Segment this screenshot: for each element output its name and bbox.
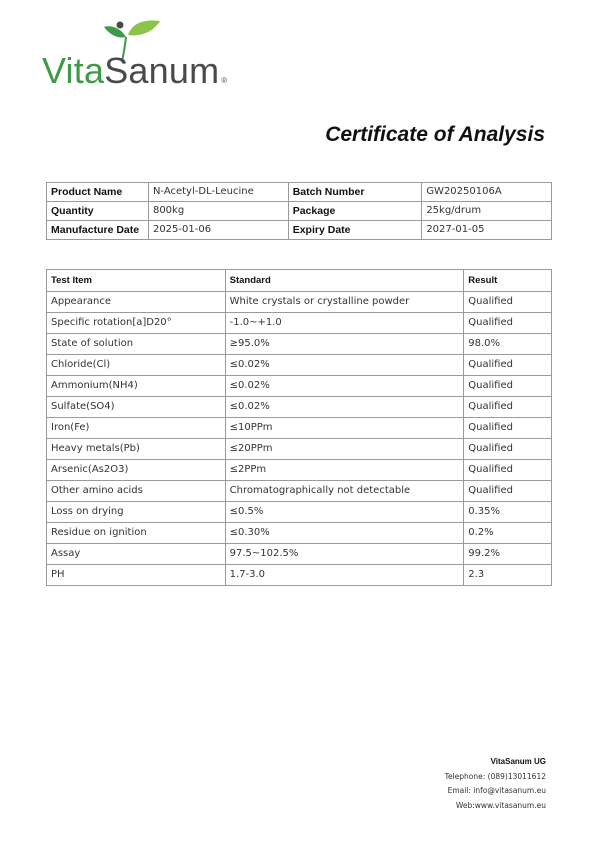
test-standard-cell: ≤2PPm bbox=[225, 460, 464, 481]
test-item-cell: Residue on ignition bbox=[47, 523, 226, 544]
footer-email: Email: info@vitasanum.eu bbox=[447, 786, 546, 795]
test-standard-cell: ≤0.02% bbox=[225, 355, 464, 376]
info-label: Batch Number bbox=[288, 183, 422, 202]
test-item-cell: Appearance bbox=[47, 292, 226, 313]
brand-logo bbox=[40, 15, 280, 91]
test-row bbox=[47, 418, 552, 439]
test-row bbox=[47, 523, 552, 544]
test-standard-cell: ≤20PPm bbox=[225, 439, 464, 460]
info-label: Package bbox=[288, 202, 422, 221]
test-standard-cell: 97.5~102.5% bbox=[225, 544, 464, 565]
test-row bbox=[47, 502, 552, 523]
product-info-row bbox=[47, 202, 552, 221]
test-result-cell: 2.3 bbox=[464, 565, 552, 586]
test-standard-cell: ≤0.02% bbox=[225, 376, 464, 397]
company-footer bbox=[445, 755, 546, 813]
product-info-row bbox=[47, 183, 552, 202]
test-item-cell: Ammonium(NH4) bbox=[47, 376, 226, 397]
test-item-cell: Chloride(Cl) bbox=[47, 355, 226, 376]
footer-company: VitaSanum UG bbox=[490, 757, 546, 766]
header-result: Result bbox=[464, 270, 552, 292]
test-result-cell: Qualified bbox=[464, 397, 552, 418]
test-standard-cell: ≤0.5% bbox=[225, 502, 464, 523]
test-results-table bbox=[46, 269, 552, 586]
test-standard-cell: 1.7-3.0 bbox=[225, 565, 464, 586]
test-result-cell: 98.0% bbox=[464, 334, 552, 355]
test-item-cell: Heavy metals(Pb) bbox=[47, 439, 226, 460]
brand-name-vita: Vita bbox=[42, 50, 105, 91]
info-value: N-Acetyl-DL-Leucine bbox=[148, 183, 288, 202]
product-info-body bbox=[47, 183, 552, 240]
info-label: Quantity bbox=[47, 202, 149, 221]
test-item-cell: Arsenic(As2O3) bbox=[47, 460, 226, 481]
product-info-row bbox=[47, 221, 552, 240]
test-row bbox=[47, 544, 552, 565]
info-value: 800kg bbox=[148, 202, 288, 221]
test-standard-cell: -1.0~+1.0 bbox=[225, 313, 464, 334]
footer-web: Web:www.vitasanum.eu bbox=[455, 800, 546, 810]
test-results-body bbox=[47, 292, 552, 586]
brand-wordmark bbox=[42, 51, 227, 91]
test-result-cell: 99.2% bbox=[464, 544, 552, 565]
test-standard-cell: White crystals or crystalline powder bbox=[225, 292, 464, 313]
test-standard-cell: ≤0.30% bbox=[225, 523, 464, 544]
test-item-cell: Loss on drying bbox=[47, 502, 226, 523]
test-row bbox=[47, 565, 552, 586]
test-item-cell: Sulfate(SO4) bbox=[47, 397, 226, 418]
test-result-cell: Qualified bbox=[464, 460, 552, 481]
test-row bbox=[47, 481, 552, 502]
footer-telephone: Telephone: (089)13011612 bbox=[444, 771, 546, 781]
info-label: Manufacture Date bbox=[47, 221, 149, 240]
test-row bbox=[47, 376, 552, 397]
document-title: Certificate of Analysis bbox=[325, 123, 545, 146]
test-result-cell: Qualified bbox=[464, 439, 552, 460]
header-test-item: Test Item bbox=[47, 270, 226, 292]
test-item-cell: Assay bbox=[47, 544, 226, 565]
info-value: GW20250106A bbox=[422, 183, 552, 202]
info-value: 2027-01-05 bbox=[422, 221, 552, 240]
test-row bbox=[47, 439, 552, 460]
test-item-cell: Specific rotation[a]D20° bbox=[47, 313, 226, 334]
test-result-cell: Qualified bbox=[464, 313, 552, 334]
test-result-cell: 0.35% bbox=[464, 502, 552, 523]
info-label: Product Name bbox=[47, 183, 149, 202]
test-row bbox=[47, 355, 552, 376]
test-row bbox=[47, 292, 552, 313]
test-result-cell: Qualified bbox=[464, 376, 552, 397]
test-result-cell: 0.2% bbox=[464, 523, 552, 544]
product-info-table bbox=[46, 182, 552, 240]
info-value: 25kg/drum bbox=[422, 202, 552, 221]
info-value: 2025-01-06 bbox=[148, 221, 288, 240]
info-label: Expiry Date bbox=[288, 221, 422, 240]
test-row bbox=[47, 460, 552, 481]
test-standard-cell: ≤10PPm bbox=[225, 418, 464, 439]
test-item-cell: Other amino acids bbox=[47, 481, 226, 502]
test-result-cell: Qualified bbox=[464, 292, 552, 313]
test-row bbox=[47, 334, 552, 355]
test-result-cell: Qualified bbox=[464, 418, 552, 439]
brand-name-sanum: Sanum bbox=[104, 50, 220, 91]
test-standard-cell: Chromatographically not detectable bbox=[225, 481, 464, 502]
test-standard-cell: ≥95.0% bbox=[225, 334, 464, 355]
test-item-cell: State of solution bbox=[47, 334, 226, 355]
test-result-cell: Qualified bbox=[464, 481, 552, 502]
test-row bbox=[47, 397, 552, 418]
test-result-cell: Qualified bbox=[464, 355, 552, 376]
test-item-cell: PH bbox=[47, 565, 226, 586]
registered-mark: ® bbox=[221, 76, 228, 85]
test-header-row bbox=[47, 270, 552, 292]
header-standard: Standard bbox=[225, 270, 464, 292]
test-row bbox=[47, 313, 552, 334]
test-standard-cell: ≤0.02% bbox=[225, 397, 464, 418]
test-item-cell: Iron(Fe) bbox=[47, 418, 226, 439]
